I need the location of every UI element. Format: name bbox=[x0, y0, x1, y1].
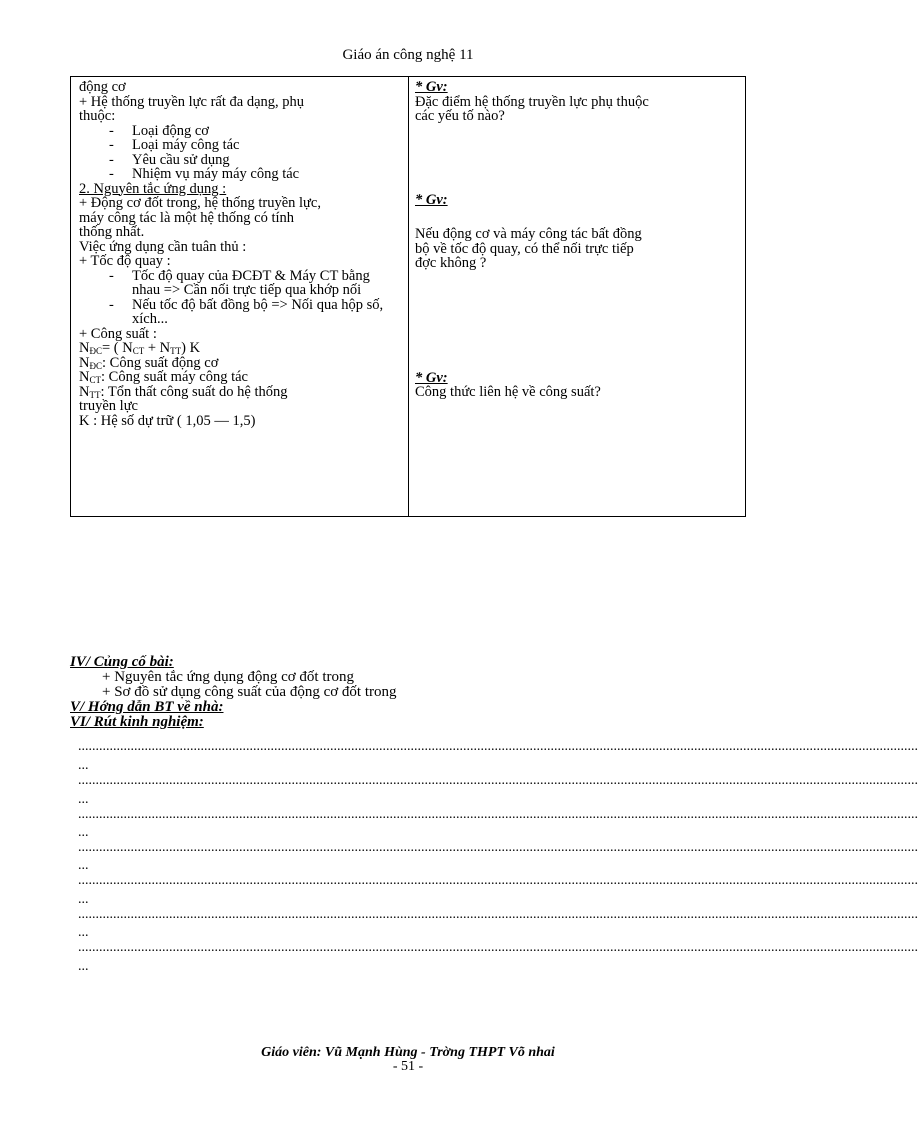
consolidation-section bbox=[70, 655, 770, 730]
section-title: VI/ Rút kinh nghiệm: bbox=[70, 714, 204, 730]
page-header: Giáo án công nghệ 11 bbox=[342, 47, 474, 63]
question-line: các yếu tố nào? bbox=[415, 108, 505, 124]
content-column bbox=[71, 77, 409, 516]
section-title: IV/ Củng cố bài: bbox=[70, 654, 174, 670]
page-footer bbox=[0, 1046, 816, 1074]
teacher-signature: Giáo viên: Vũ Mạnh Hùng - Trờng THPT Võ nhai bbox=[261, 1045, 555, 1060]
notes-line: ... bbox=[78, 925, 89, 940]
notes-line: ... bbox=[78, 792, 89, 807]
notes-line: ................................................................................................................................................................................................................................................ bbox=[78, 807, 918, 822]
notes-line: ... bbox=[78, 758, 89, 773]
list-item: - Nhiệm vụ máy máy công tác bbox=[109, 166, 300, 182]
text-line: máy công tác là một hệ thống có tính bbox=[79, 209, 295, 226]
text-line: truyền lực bbox=[79, 398, 138, 414]
question-line: Công thức liên hệ về công suất? bbox=[415, 384, 601, 400]
notes-line: ................................................................................................................................................................................................................................................ bbox=[78, 940, 918, 955]
question-line: đợc không ? bbox=[415, 255, 487, 271]
definition-line: $N_{CT}$: Công suất máy công tác bbox=[79, 369, 248, 385]
definition-line: $N_{ĐC}$: Công suất động cơ bbox=[79, 354, 219, 371]
notes-line: ... bbox=[78, 858, 89, 873]
text-line: thuộc: bbox=[79, 108, 116, 124]
list-item: - Loại máy công tác bbox=[109, 137, 240, 153]
question-line: Đặc điểm hệ thống truyền lực phụ thuộc bbox=[415, 93, 649, 110]
question-line: Nếu động cơ và máy công tác bất đồng bbox=[415, 226, 642, 242]
notes-line: ................................................................................................................................................................................................................................................ bbox=[78, 773, 918, 788]
text-line: thống nhất. bbox=[79, 224, 145, 240]
definition-line: $N_{TT}$: Tổn thất công suất do hệ thống bbox=[79, 383, 288, 400]
lesson-table bbox=[70, 76, 746, 517]
notes-line: ................................................................................................................................................................................................................................................ bbox=[78, 873, 918, 888]
list-item: - Yêu cầu sử dụng bbox=[109, 151, 230, 168]
page-number: - 51 - bbox=[392, 1059, 424, 1074]
text-line: Việc ứng dụng cần tuân thủ : bbox=[79, 238, 247, 255]
text-line: + Hệ thống truyền lực rất đa dạng, phụ bbox=[79, 93, 305, 110]
list-item: - Nếu tốc độ bất đồng bộ => Nối qua hộp số, xích... bbox=[109, 296, 384, 327]
question-line: bộ về tốc độ quay, có thể nối trực tiếp bbox=[415, 240, 634, 257]
gv-label: * Gv: bbox=[415, 79, 448, 95]
teacher-column bbox=[409, 77, 745, 516]
list-item: + Nguyên tắc ứng dụng động cơ đốt trong bbox=[102, 669, 354, 685]
notes-line: ................................................................................................................................................................................................................................................ bbox=[78, 907, 918, 922]
text-line: + Công suất : bbox=[79, 325, 157, 342]
section-title: V/ Hớng dẫn BT về nhà: bbox=[70, 699, 224, 715]
text-line: động cơ bbox=[79, 79, 126, 95]
notes-line: ... bbox=[78, 892, 89, 907]
notes-line: ................................................................................................................................................................................................................................................ bbox=[78, 840, 918, 855]
gv-label: * Gv: bbox=[415, 191, 448, 208]
list-item: + Sơ đồ sử dụng công suất của động cơ đốt trong bbox=[102, 684, 397, 700]
power-formula: $N_{ĐC}=$ ( $N_{CT} + N_{TT}$) K bbox=[79, 340, 201, 356]
gv-label: * Gv: bbox=[415, 369, 448, 386]
notes-line: ... bbox=[78, 825, 89, 840]
notes-line: ................................................................................................................................................................................................................................................ bbox=[78, 739, 918, 754]
list-item: - Loại động cơ bbox=[109, 122, 209, 139]
text-line: + Động cơ đốt trong, hệ thống truyền lực, bbox=[79, 195, 321, 211]
text-line: K : Hệ số dự trữ ( 1,05 — 1,5) bbox=[79, 412, 256, 429]
list-item: - Tốc độ quay của ĐCĐT & Máy CT bằng nhau => Cần nối trực tiếp qua khớp nối bbox=[109, 267, 370, 298]
section-heading: 2. Nguyên tắc ứng dụng : bbox=[79, 180, 227, 197]
notes-line: ... bbox=[78, 959, 89, 974]
text-line: + Tốc độ quay : bbox=[79, 253, 171, 269]
